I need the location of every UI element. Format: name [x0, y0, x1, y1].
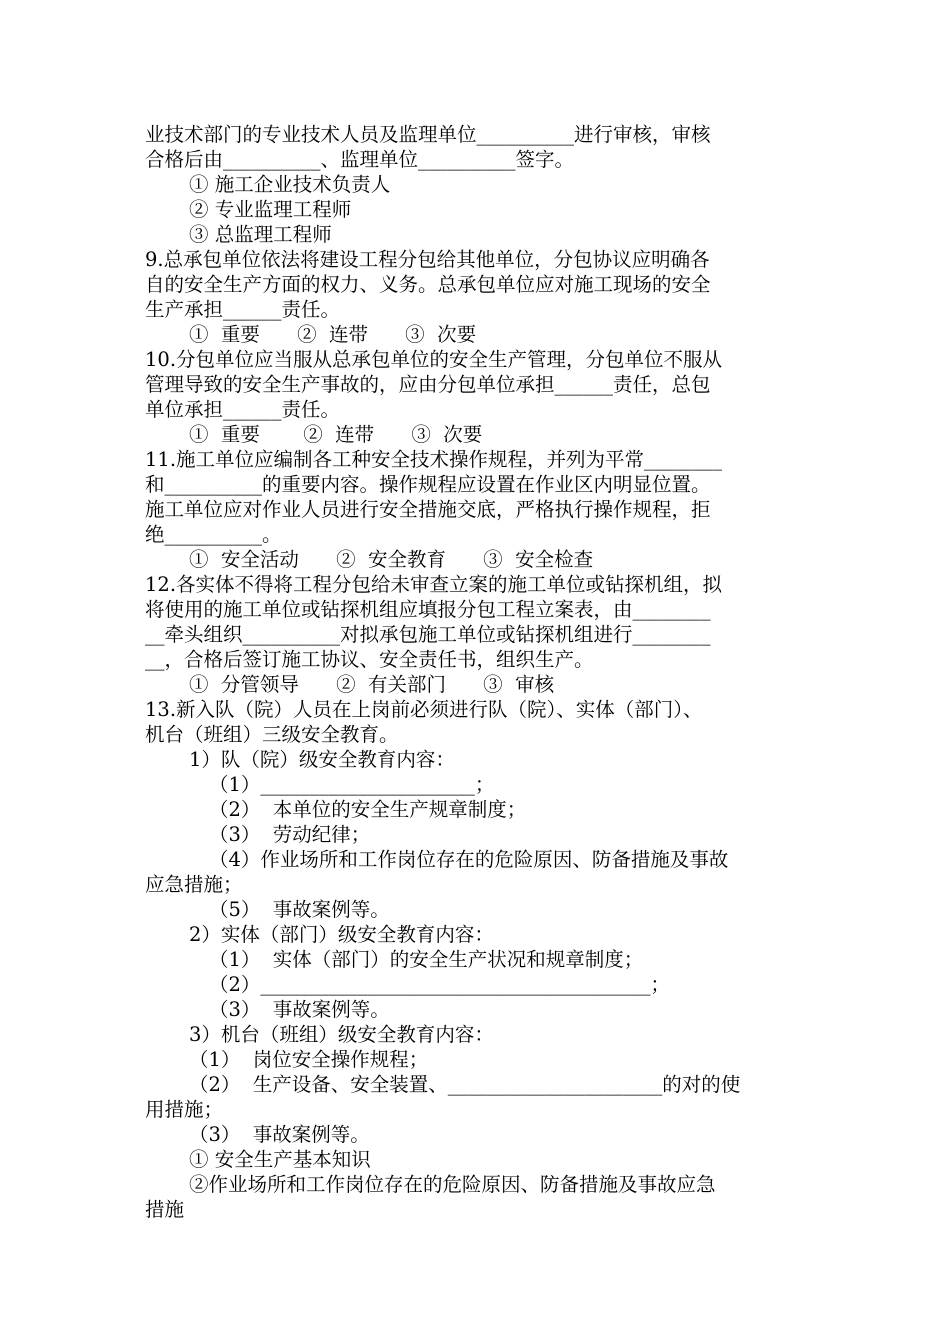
text-line: 将使用的施工单位或钻探机组应填报分包工程立案表，由________ [145, 598, 711, 621]
text-line: __，合格后签订施工协议、安全责任书，组织生产。 [145, 648, 594, 671]
text-line: （3） 劳动纪律； [209, 823, 371, 846]
text-line: ③ 总监理工程师 [189, 223, 332, 246]
text-line: 11.施工单位应编制各工种安全技术操作规程，并列为平常________ [145, 448, 723, 471]
text-line: 业技术部门的专业技术人员及监理单位__________进行审核，审核 [145, 123, 711, 146]
text-line: 3）机台（班组）级安全教育内容： [189, 1023, 494, 1046]
text-line: 9.总承包单位依法将建设工程分包给其他单位，分包协议应明确各 [145, 248, 710, 271]
text-line: 合格后由__________、监理单位__________签字。 [145, 148, 575, 171]
text-line: 和__________的重要内容。操作规程应设置在作业区内明显位置。 [145, 473, 711, 496]
text-line: （1）______________________； [209, 773, 495, 796]
text-line: 13.新入队（院）人员在上岗前必须进行队（院）、实体（部门）、 [145, 698, 703, 721]
text-line: 施工单位应对作业人员进行安全措施交底，严格执行操作规程，拒 [145, 498, 711, 521]
text-line: 1）队（院）级安全教育内容： [189, 748, 455, 771]
text-line: （3） 事故案例等。 [189, 1123, 370, 1146]
text-line: （2）________________________________________； [209, 973, 670, 996]
text-line: 措施 [145, 1198, 185, 1221]
text-line: （1） 岗位安全操作规程； [189, 1048, 429, 1071]
text-line: 绝__________。 [145, 523, 282, 546]
text-line: ① 重要 ② 连带 ③ 次要 [189, 323, 477, 346]
text-line: ① 安全生产基本知识 [189, 1148, 371, 1171]
text-line: ① 安全活动 ② 安全教育 ③ 安全检查 [189, 548, 594, 571]
text-line: ②作业场所和工作岗位存在的危险原因、防备措施及事故应急 [189, 1173, 716, 1196]
text-line: （2） 本单位的安全生产规章制度； [209, 798, 527, 821]
text-line: 应急措施； [145, 873, 243, 896]
text-line: ① 施工企业技术负责人 [189, 173, 391, 196]
text-line: 10.分包单位应当服从总承包单位的安全生产管理，分包单位不服从 [145, 348, 723, 371]
text-line: ① 重要 ② 连带 ③ 次要 [189, 423, 483, 446]
text-line: 自的安全生产方面的权力、义务。总承包单位应对施工现场的安全 [145, 273, 711, 296]
text-line: ② 专业监理工程师 [189, 198, 352, 221]
text-line: 机台（班组）三级安全教育。 [145, 723, 399, 746]
text-line: 12.各实体不得将工程分包给未审查立案的施工单位或钻探机组，拟 [145, 573, 723, 596]
text-line: ① 分管领导 ② 有关部门 ③ 审核 [189, 673, 555, 696]
text-line: （4）作业场所和工作岗位存在的危险原因、防备措施及事故 [209, 848, 729, 871]
text-line: （3） 事故案例等。 [209, 998, 390, 1021]
text-line: __牵头组织__________对拟承包施工单位或钻探机组进行________ [145, 623, 711, 646]
text-line: 2）实体（部门）级安全教育内容： [189, 923, 494, 946]
text-line: 单位承担______责任。 [145, 398, 341, 421]
document-body [145, 122, 807, 1222]
text-line: 管理导致的安全生产事故的，应由分包单位承担______责任，总包 [145, 373, 711, 396]
text-line: 生产承担______责任。 [145, 298, 341, 321]
text-line: （2） 生产设备、安全装置、______________________的对的使 [189, 1073, 741, 1096]
text-line: 用措施； [145, 1098, 224, 1121]
text-line: （1） 实体（部门）的安全生产状况和规章制度； [209, 948, 644, 971]
text-line: （5） 事故案例等。 [209, 898, 390, 921]
